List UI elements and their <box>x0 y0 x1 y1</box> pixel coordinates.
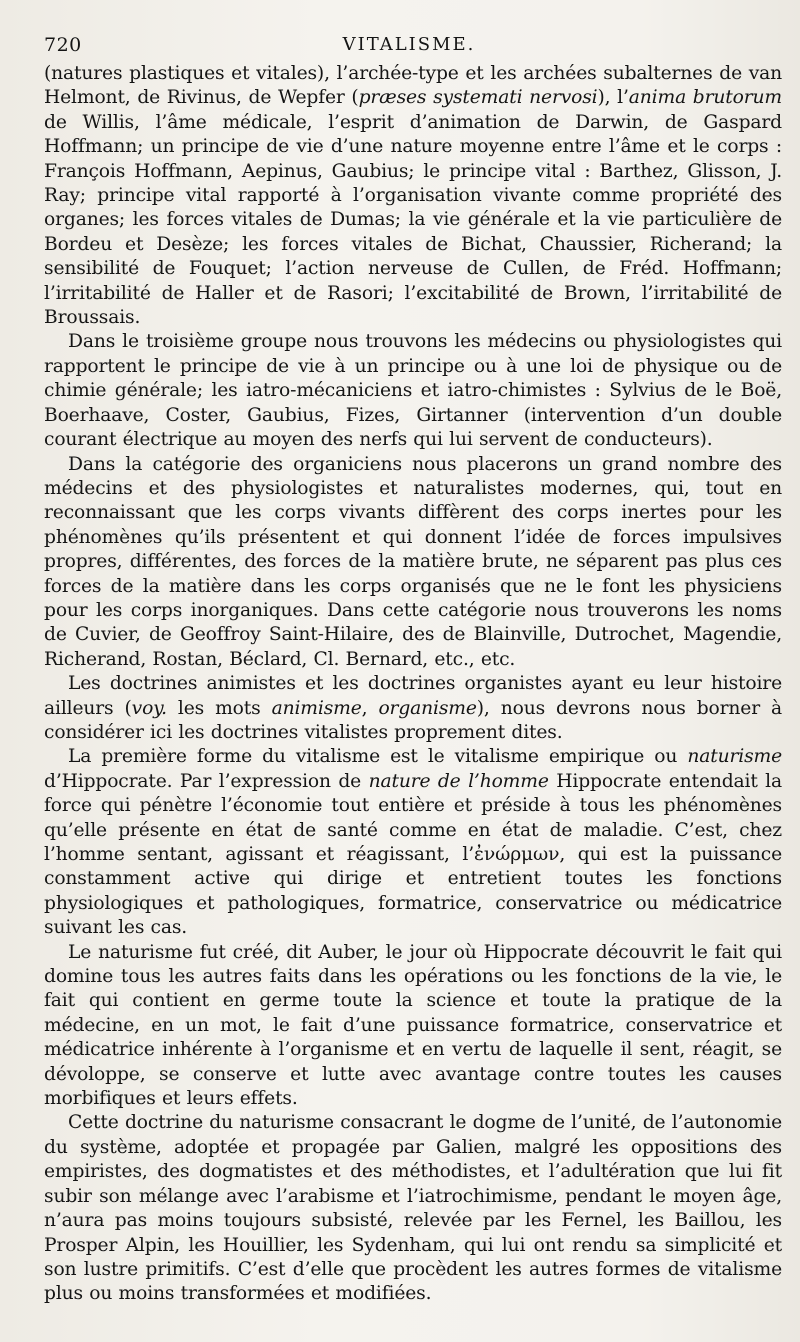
paragraph <box>44 453 782 673</box>
paragraph <box>44 330 782 452</box>
text-run: Hippocrate entendait la force qui pénètre l’économie tout entière et préside à tous les phénomènes qu’elle présente en état de santé comme en état de maladie. C’est, chez l’homme sentant, agissant et réagissant, l’ἐνώρμων, qui est la puissance constamment active qui dirige et entretient toutes les fonctions physiologiques et pathologiques, formatrice, conservatrice ou médicatrice suivant les cas. <box>44 770 782 939</box>
italic-text: anima brutorum <box>628 87 782 109</box>
text-run: les mots <box>166 697 272 719</box>
text-run: Le naturisme fut créé, dit Auber, le jour où Hippocrate découvrit le fait qui domine tous les autres faits dans les opérations ou les fonctions de la vie, le fait qui contient en germe toute la science et toute la pratique de la médecine, en un mot, le fait d’une puissance formatrice, conservatrice et médicatrice inhérente à l’organisme et en vertu de laquelle il sent, réagit, se dévoloppe, se conserve et lutte avec avantage contre toutes les causes morbifiques et leurs effets. <box>44 941 782 1110</box>
text-run: Dans le troisième groupe nous trouvons les médecins ou physiologistes qui rapportent le principe de vie à un principe ou à une loi de physique ou de chimie générale; les iatro-mécaniciens et iatro-chimistes : Sylvius de le Boë, Boerhaave, Coster, Gaubius, Fizes, Girtanner (intervention d’un double courant électrique au moyen des nerfs qui lui servent de conducteurs). <box>44 331 782 451</box>
italic-text: nature de l’homme <box>368 770 549 792</box>
italic-text: animisme <box>271 697 362 719</box>
body-text <box>44 62 782 1307</box>
text-run: Dans la catégorie des organiciens nous placerons un grand nombre des médecins et des physiologistes et naturalistes modernes, qui, tout en reconnaissant que les corps vivants diffèrent des corps inertes pour les phénomènes qu’ils présentent et qui donnent l’idée de forces impulsives propres, différentes, des forces de la matière brute, ne séparent pas plus ces forces de la matière dans les corps organisés que ne le font les physiciens pour les corps inorganiques. Dans cette catégorie nous trouverons les noms de Cuvier, de Geoffroy Saint-Hilaire, des de Blainville, Dutrochet, Magendie, Richerand, Rostan, Béclard, Cl. Bernard, etc., etc. <box>44 453 782 670</box>
paragraph <box>44 672 782 745</box>
running-head: VITALISME. <box>342 34 476 55</box>
page-number: 720 <box>44 34 82 56</box>
page-header <box>44 28 774 62</box>
italic-text: naturisme <box>687 746 782 768</box>
text-run: Les doctrines animistes et les doctrines organistes ayant eu leur histoire ailleurs ( <box>44 673 782 719</box>
text-run: ), nous devrons nous borner à considérer ici les doctrines vitalistes proprement dites. <box>44 697 782 743</box>
italic-text: præses systemati nervosi <box>358 87 598 109</box>
text-run: , <box>361 697 379 719</box>
paragraph <box>44 745 782 940</box>
paragraph <box>44 62 782 330</box>
text-run: Cette doctrine du naturisme consacrant le dogme de l’unité, de l’autonomie du système, adoptée et propagée par Galien, malgré les oppositions des empiristes, des dogmatistes et des méthodistes, et l’adultération que lui fit subir son mélange avec l’arabisme et l’iatrochimisme, pendant le moyen âge, n’aura pas moins toujours subsisté, relevée par les Fernel, les Baillou, les Prosper Alpin, les Houillier, les Sydenham, qui lui ont rendu sa simplicité et son lustre primitifs. C’est d’elle que procèdent les autres formes de vitalisme plus ou moins transformées et modifiées. <box>44 1112 782 1305</box>
italic-text: voy. <box>131 697 167 719</box>
paragraph <box>44 1111 782 1306</box>
paragraph <box>44 941 782 1112</box>
text-run: La première forme du vitalisme est le vitalisme empirique ou <box>68 746 688 768</box>
italic-text: organisme <box>378 697 477 719</box>
text-run: (natures plastiques et vitales), l’archée-type et les archées subalternes de van Helmont, de Rivinus, de Wepfer ( <box>44 63 782 109</box>
text-run: de Willis, l’âme médicale, l’esprit d’animation de Darwin, de Gaspard Hoffmann; un principe de vie d’une nature moyenne entre l’âme et le corps : François Hoffmann, Aepinus, Gaubius; le principe vital : Barthez, Glisson, J. Ray; principe vital rapporté à l’organisation vivante comme propriété des organes; les forces vitales de Dumas; la vie générale et la vie particulière de Bordeu et Desèze; les forces vitales de Bichat, Chaussier, Richerand; la sensibilité de Fouquet; l’action nerveuse de Cullen, de Fréd. Hoffmann; l’irritabilité de Haller et de Rasori; l’excitabilité de Brown, l’irritabilité de Broussais. <box>44 111 782 329</box>
text-run: d’Hippocrate. Par l’expression de <box>44 770 369 792</box>
text-run: ), l’ <box>597 87 629 109</box>
